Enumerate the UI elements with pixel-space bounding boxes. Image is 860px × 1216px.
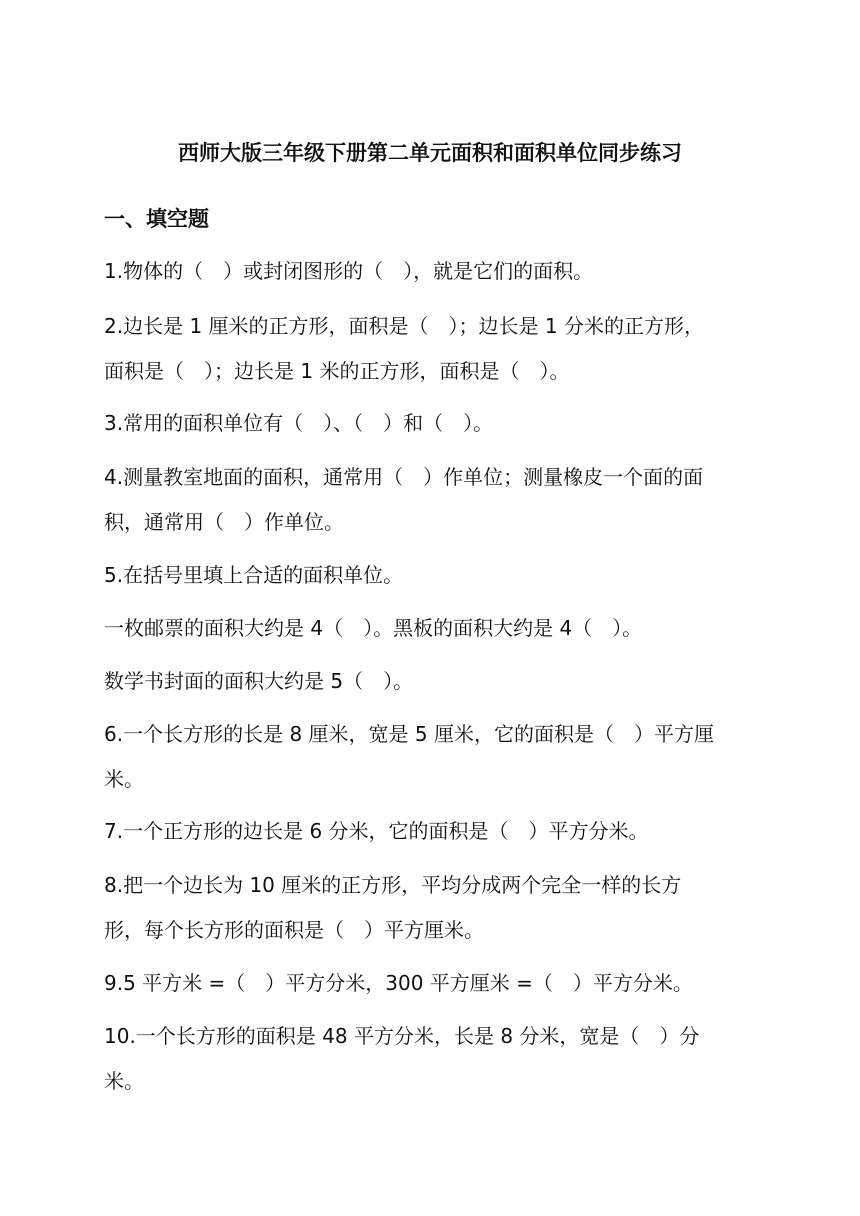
question-line: 5.在括号里填上合适的面积单位。 xyxy=(104,563,404,587)
question-line: 米。 xyxy=(104,1069,144,1093)
question-line: 米。 xyxy=(104,767,144,791)
question-line: 3.常用的面积单位有（ ）、（ ）和（ ）。 xyxy=(104,411,494,435)
question-line: 1.物体的（ ）或封闭图形的（ ），就是它们的面积。 xyxy=(104,259,594,283)
document-title: 西师大版三年级下册第二单元面积和面积单位同步练习 xyxy=(178,141,682,165)
question-line: 面积是（ ）；边长是 1 米的正方形，面积是（ ）。 xyxy=(104,359,570,383)
question-line: 2.边长是 1 厘米的正方形，面积是（ ）；边长是 1 分米的正方形， xyxy=(104,314,704,338)
question-line: 6.一个长方形的长是 8 厘米，宽是 5 厘米，它的面积是（ ）平方厘 xyxy=(104,722,714,746)
question-line: 4.测量教室地面的面积，通常用（ ）作单位；测量橡皮一个面的面 xyxy=(104,465,704,489)
question-line: 一枚邮票的面积大约是 4（ ）。黑板的面积大约是 4（ ）。 xyxy=(104,616,643,640)
question-line: 9.5 平方米 =（ ）平方分米，300 平方厘米 =（ ）平方分米。 xyxy=(104,971,693,995)
question-line: 10.一个长方形的面积是 48 平方分米，长是 8 分米，宽是（ ）分 xyxy=(104,1024,700,1048)
question-line: 数学书封面的面积大约是 5（ ）。 xyxy=(104,669,414,693)
question-line: 积，通常用（ ）作单位。 xyxy=(104,510,344,534)
question-line: 形，每个长方形的面积是（ ）平方厘米。 xyxy=(104,918,484,942)
section-heading: 一、填空题 xyxy=(104,207,209,231)
question-line: 8.把一个边长为 10 厘米的正方形，平均分成两个完全一样的长方 xyxy=(104,873,682,897)
question-line: 7.一个正方形的边长是 6 分米，它的面积是（ ）平方分米。 xyxy=(104,819,649,843)
